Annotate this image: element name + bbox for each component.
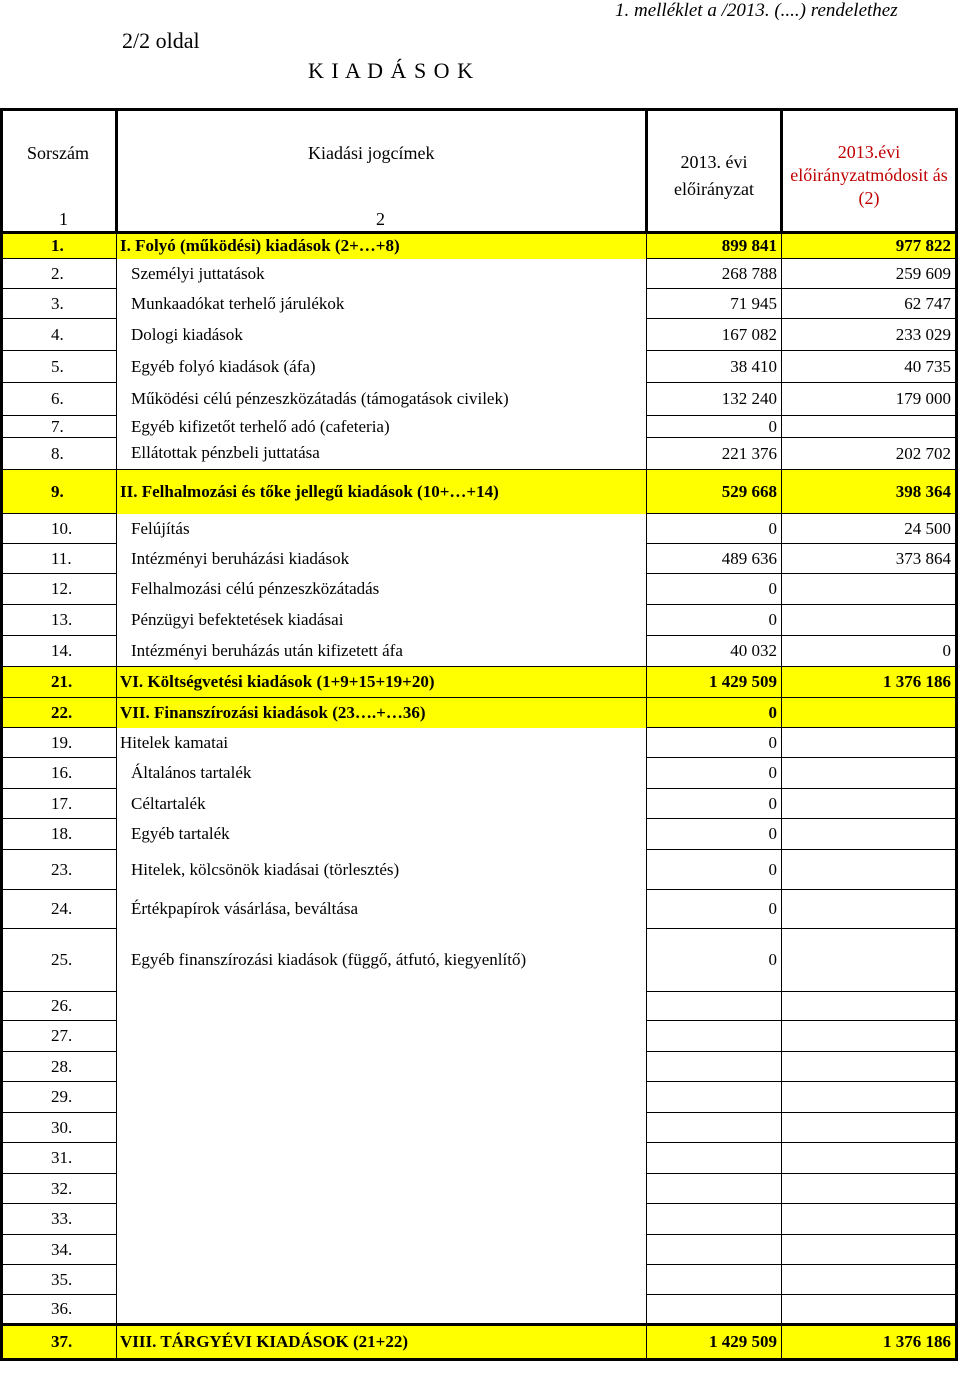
- table-row: [2, 1265, 957, 1295]
- table-row: [2, 1174, 957, 1204]
- row-modositas: [782, 1204, 957, 1235]
- table-row: [2, 544, 957, 574]
- table-row: [2, 819, 957, 850]
- row-label: Ellátottak pénzbeli juttatása: [117, 438, 647, 470]
- header-jogcim-index: 2: [376, 209, 385, 229]
- row-label: Egyéb kifizetőt terhelő adó (cafeteria): [117, 416, 647, 438]
- row-modositas: 233 029: [782, 319, 957, 351]
- row-eloiranyzat: 221 376: [647, 438, 782, 470]
- table-row: [2, 1235, 957, 1265]
- page-title: K I A D Á S O K: [308, 58, 474, 83]
- row-modositas: [782, 1174, 957, 1204]
- row-eloiranyzat: [647, 1021, 782, 1052]
- row-number: 6.: [2, 383, 117, 416]
- row-eloiranyzat: 529 668: [647, 470, 782, 514]
- row-modositas: [782, 574, 957, 605]
- row-eloiranyzat: [647, 1204, 782, 1235]
- row-modositas: [782, 1265, 957, 1295]
- row-modositas: 1 376 186: [782, 1325, 957, 1360]
- row-eloiranyzat: [647, 1295, 782, 1325]
- row-label: Dologi kiadások: [117, 319, 647, 351]
- row-modositas: [782, 992, 957, 1021]
- row-number: 24.: [2, 890, 117, 929]
- row-label: II. Felhalmozási és tőke jellegű kiadások (10+…+14): [117, 470, 647, 514]
- header-modositas: 2013.évi előirányzatmódosit ás (2): [790, 142, 948, 208]
- expenditure-table: [0, 108, 958, 1361]
- table-row: [2, 1021, 957, 1052]
- table-row: [2, 1325, 957, 1360]
- header-eloiranyzat-cell: [647, 110, 782, 233]
- table-row: [2, 1052, 957, 1082]
- row-number: 2.: [2, 259, 117, 289]
- row-eloiranyzat: [647, 1143, 782, 1174]
- row-number: 37.: [2, 1325, 117, 1360]
- row-number: 27.: [2, 1021, 117, 1052]
- row-label: [117, 1021, 647, 1052]
- table-row: [2, 667, 957, 698]
- table-row: [2, 605, 957, 636]
- row-eloiranyzat: [647, 1265, 782, 1295]
- row-modositas: 977 822: [782, 233, 957, 259]
- header-jogcim-cell: [117, 110, 647, 233]
- row-label: Céltartalék: [117, 789, 647, 819]
- row-modositas: 0: [782, 636, 957, 667]
- table-row: [2, 929, 957, 992]
- table-row: [2, 574, 957, 605]
- table-row: [2, 351, 957, 383]
- row-eloiranyzat: 1 429 509: [647, 1325, 782, 1360]
- row-label: Működési célú pénzeszközátadás (támogatások civilek): [117, 383, 647, 416]
- row-label: VII. Finanszírozási kiadások (23….+…36): [117, 698, 647, 728]
- table-row: [2, 470, 957, 514]
- row-number: 31.: [2, 1143, 117, 1174]
- row-number: 3.: [2, 289, 117, 319]
- row-label: Általános tartalék: [117, 758, 647, 789]
- row-number: 34.: [2, 1235, 117, 1265]
- row-modositas: [782, 890, 957, 929]
- table-row: [2, 850, 957, 890]
- table-row: [2, 289, 957, 319]
- row-number: 22.: [2, 698, 117, 728]
- row-number: 28.: [2, 1052, 117, 1082]
- table-row: [2, 1143, 957, 1174]
- table-row: [2, 1295, 957, 1325]
- row-number: 1.: [2, 233, 117, 259]
- table-row: [2, 259, 957, 289]
- row-modositas: [782, 1113, 957, 1143]
- row-modositas: [782, 1082, 957, 1113]
- table-row: [2, 698, 957, 728]
- header-jogcim: Kiadási jogcímek: [308, 143, 435, 163]
- row-eloiranyzat: 489 636: [647, 544, 782, 574]
- row-label: Felhalmozási célú pénzeszközátadás: [117, 574, 647, 605]
- row-label: Hitelek kamatai: [117, 728, 647, 758]
- row-label: VI. Költségvetési kiadások (1+9+15+19+20): [117, 667, 647, 698]
- row-label: Személyi juttatások: [117, 259, 647, 289]
- row-label: [117, 992, 647, 1021]
- table-row: [2, 1204, 957, 1235]
- row-label: Egyéb tartalék: [117, 819, 647, 850]
- row-eloiranyzat: 0: [647, 605, 782, 636]
- row-label: [117, 1265, 647, 1295]
- table-row: [2, 992, 957, 1021]
- row-eloiranyzat: 132 240: [647, 383, 782, 416]
- table-row: [2, 789, 957, 819]
- row-eloiranyzat: 0: [647, 574, 782, 605]
- row-eloiranyzat: 0: [647, 514, 782, 544]
- row-label: [117, 1235, 647, 1265]
- row-eloiranyzat: 40 032: [647, 636, 782, 667]
- row-modositas: [782, 1052, 957, 1082]
- row-modositas: 24 500: [782, 514, 957, 544]
- row-eloiranyzat: [647, 992, 782, 1021]
- row-eloiranyzat: [647, 1082, 782, 1113]
- row-number: 30.: [2, 1113, 117, 1143]
- page-label: 2/2 oldal: [122, 28, 200, 53]
- row-modositas: 179 000: [782, 383, 957, 416]
- row-label: [117, 1143, 647, 1174]
- row-eloiranyzat: 0: [647, 789, 782, 819]
- row-label: Hitelek, kölcsönök kiadásai (törlesztés): [117, 850, 647, 890]
- row-number: 5.: [2, 351, 117, 383]
- row-eloiranyzat: 38 410: [647, 351, 782, 383]
- row-eloiranyzat: 0: [647, 698, 782, 728]
- table-row: [2, 1082, 957, 1113]
- row-number: 17.: [2, 789, 117, 819]
- row-label: Pénzügyi befektetések kiadásai: [117, 605, 647, 636]
- row-label: Egyéb folyó kiadások (áfa): [117, 351, 647, 383]
- row-eloiranyzat: 0: [647, 416, 782, 438]
- row-modositas: 1 376 186: [782, 667, 957, 698]
- appendix-note: 1. melléklet a /2013. (....) rendelethez: [615, 0, 898, 21]
- row-eloiranyzat: [647, 1174, 782, 1204]
- row-label: Értékpapírok vásárlása, beváltása: [117, 890, 647, 929]
- row-eloiranyzat: [647, 1235, 782, 1265]
- row-eloiranyzat: 0: [647, 819, 782, 850]
- row-eloiranyzat: 0: [647, 728, 782, 758]
- row-modositas: [782, 819, 957, 850]
- table-row: [2, 636, 957, 667]
- row-label: [117, 1295, 647, 1325]
- row-modositas: 202 702: [782, 438, 957, 470]
- header-sorszam-index: 1: [59, 209, 68, 229]
- row-eloiranyzat: 0: [647, 890, 782, 929]
- row-number: 21.: [2, 667, 117, 698]
- row-number: 12.: [2, 574, 117, 605]
- table-row: [2, 416, 957, 438]
- row-number: 35.: [2, 1265, 117, 1295]
- row-eloiranyzat: 167 082: [647, 319, 782, 351]
- row-label: Intézményi beruházás után kifizetett áfa: [117, 636, 647, 667]
- header-eloiranyzat: 2013. évi előirányzat: [674, 152, 754, 199]
- row-eloiranyzat: 71 945: [647, 289, 782, 319]
- row-modositas: [782, 850, 957, 890]
- row-eloiranyzat: 0: [647, 850, 782, 890]
- row-number: 33.: [2, 1204, 117, 1235]
- row-number: 26.: [2, 992, 117, 1021]
- row-number: 29.: [2, 1082, 117, 1113]
- row-modositas: [782, 416, 957, 438]
- row-label: [117, 1204, 647, 1235]
- row-modositas: [782, 698, 957, 728]
- table-row: [2, 383, 957, 416]
- row-eloiranyzat: 0: [647, 929, 782, 992]
- row-number: 36.: [2, 1295, 117, 1325]
- row-eloiranyzat: 268 788: [647, 259, 782, 289]
- row-number: 14.: [2, 636, 117, 667]
- row-modositas: [782, 789, 957, 819]
- row-eloiranyzat: 0: [647, 758, 782, 789]
- table-row: [2, 890, 957, 929]
- row-eloiranyzat: 1 429 509: [647, 667, 782, 698]
- table-row: [2, 1113, 957, 1143]
- table-row: [2, 514, 957, 544]
- row-number: 9.: [2, 470, 117, 514]
- row-number: 7.: [2, 416, 117, 438]
- row-modositas: [782, 728, 957, 758]
- row-number: 4.: [2, 319, 117, 351]
- row-number: 23.: [2, 850, 117, 890]
- row-label: [117, 1082, 647, 1113]
- row-label: VIII. TÁRGYÉVI KIADÁSOK (21+22): [117, 1325, 647, 1360]
- row-modositas: [782, 1295, 957, 1325]
- row-eloiranyzat: [647, 1113, 782, 1143]
- row-number: 11.: [2, 544, 117, 574]
- header-sorszam: Sorszám: [27, 143, 89, 163]
- row-label: Felújítás: [117, 514, 647, 544]
- row-number: 18.: [2, 819, 117, 850]
- row-label: [117, 1113, 647, 1143]
- table-header-row: [2, 110, 957, 233]
- row-modositas: [782, 758, 957, 789]
- row-number: 8.: [2, 438, 117, 470]
- row-modositas: [782, 605, 957, 636]
- row-modositas: 40 735: [782, 351, 957, 383]
- row-eloiranyzat: [647, 1052, 782, 1082]
- row-modositas: 62 747: [782, 289, 957, 319]
- row-number: 16.: [2, 758, 117, 789]
- row-number: 13.: [2, 605, 117, 636]
- row-modositas: [782, 1143, 957, 1174]
- header-sorszam-cell: [2, 110, 117, 233]
- row-label: Egyéb finanszírozási kiadások (függő, átfutó, kiegyenlítő): [117, 929, 647, 992]
- row-modositas: 259 609: [782, 259, 957, 289]
- header-modositas-cell: [782, 110, 957, 233]
- table-row: [2, 438, 957, 470]
- row-modositas: [782, 1021, 957, 1052]
- table-row: [2, 728, 957, 758]
- row-label: [117, 1052, 647, 1082]
- row-label: Munkaadókat terhelő járulékok: [117, 289, 647, 319]
- row-label: Intézményi beruházási kiadások: [117, 544, 647, 574]
- table-row: [2, 758, 957, 789]
- row-number: 10.: [2, 514, 117, 544]
- row-label: I. Folyó (működési) kiadások (2+…+8): [117, 233, 647, 259]
- row-number: 19.: [2, 728, 117, 758]
- row-modositas: [782, 1235, 957, 1265]
- row-label: [117, 1174, 647, 1204]
- row-number: 32.: [2, 1174, 117, 1204]
- table-row: [2, 319, 957, 351]
- row-eloiranyzat: 899 841: [647, 233, 782, 259]
- row-modositas: [782, 929, 957, 992]
- table-row: [2, 233, 957, 259]
- row-modositas: 373 864: [782, 544, 957, 574]
- row-number: 25.: [2, 929, 117, 992]
- row-modositas: 398 364: [782, 470, 957, 514]
